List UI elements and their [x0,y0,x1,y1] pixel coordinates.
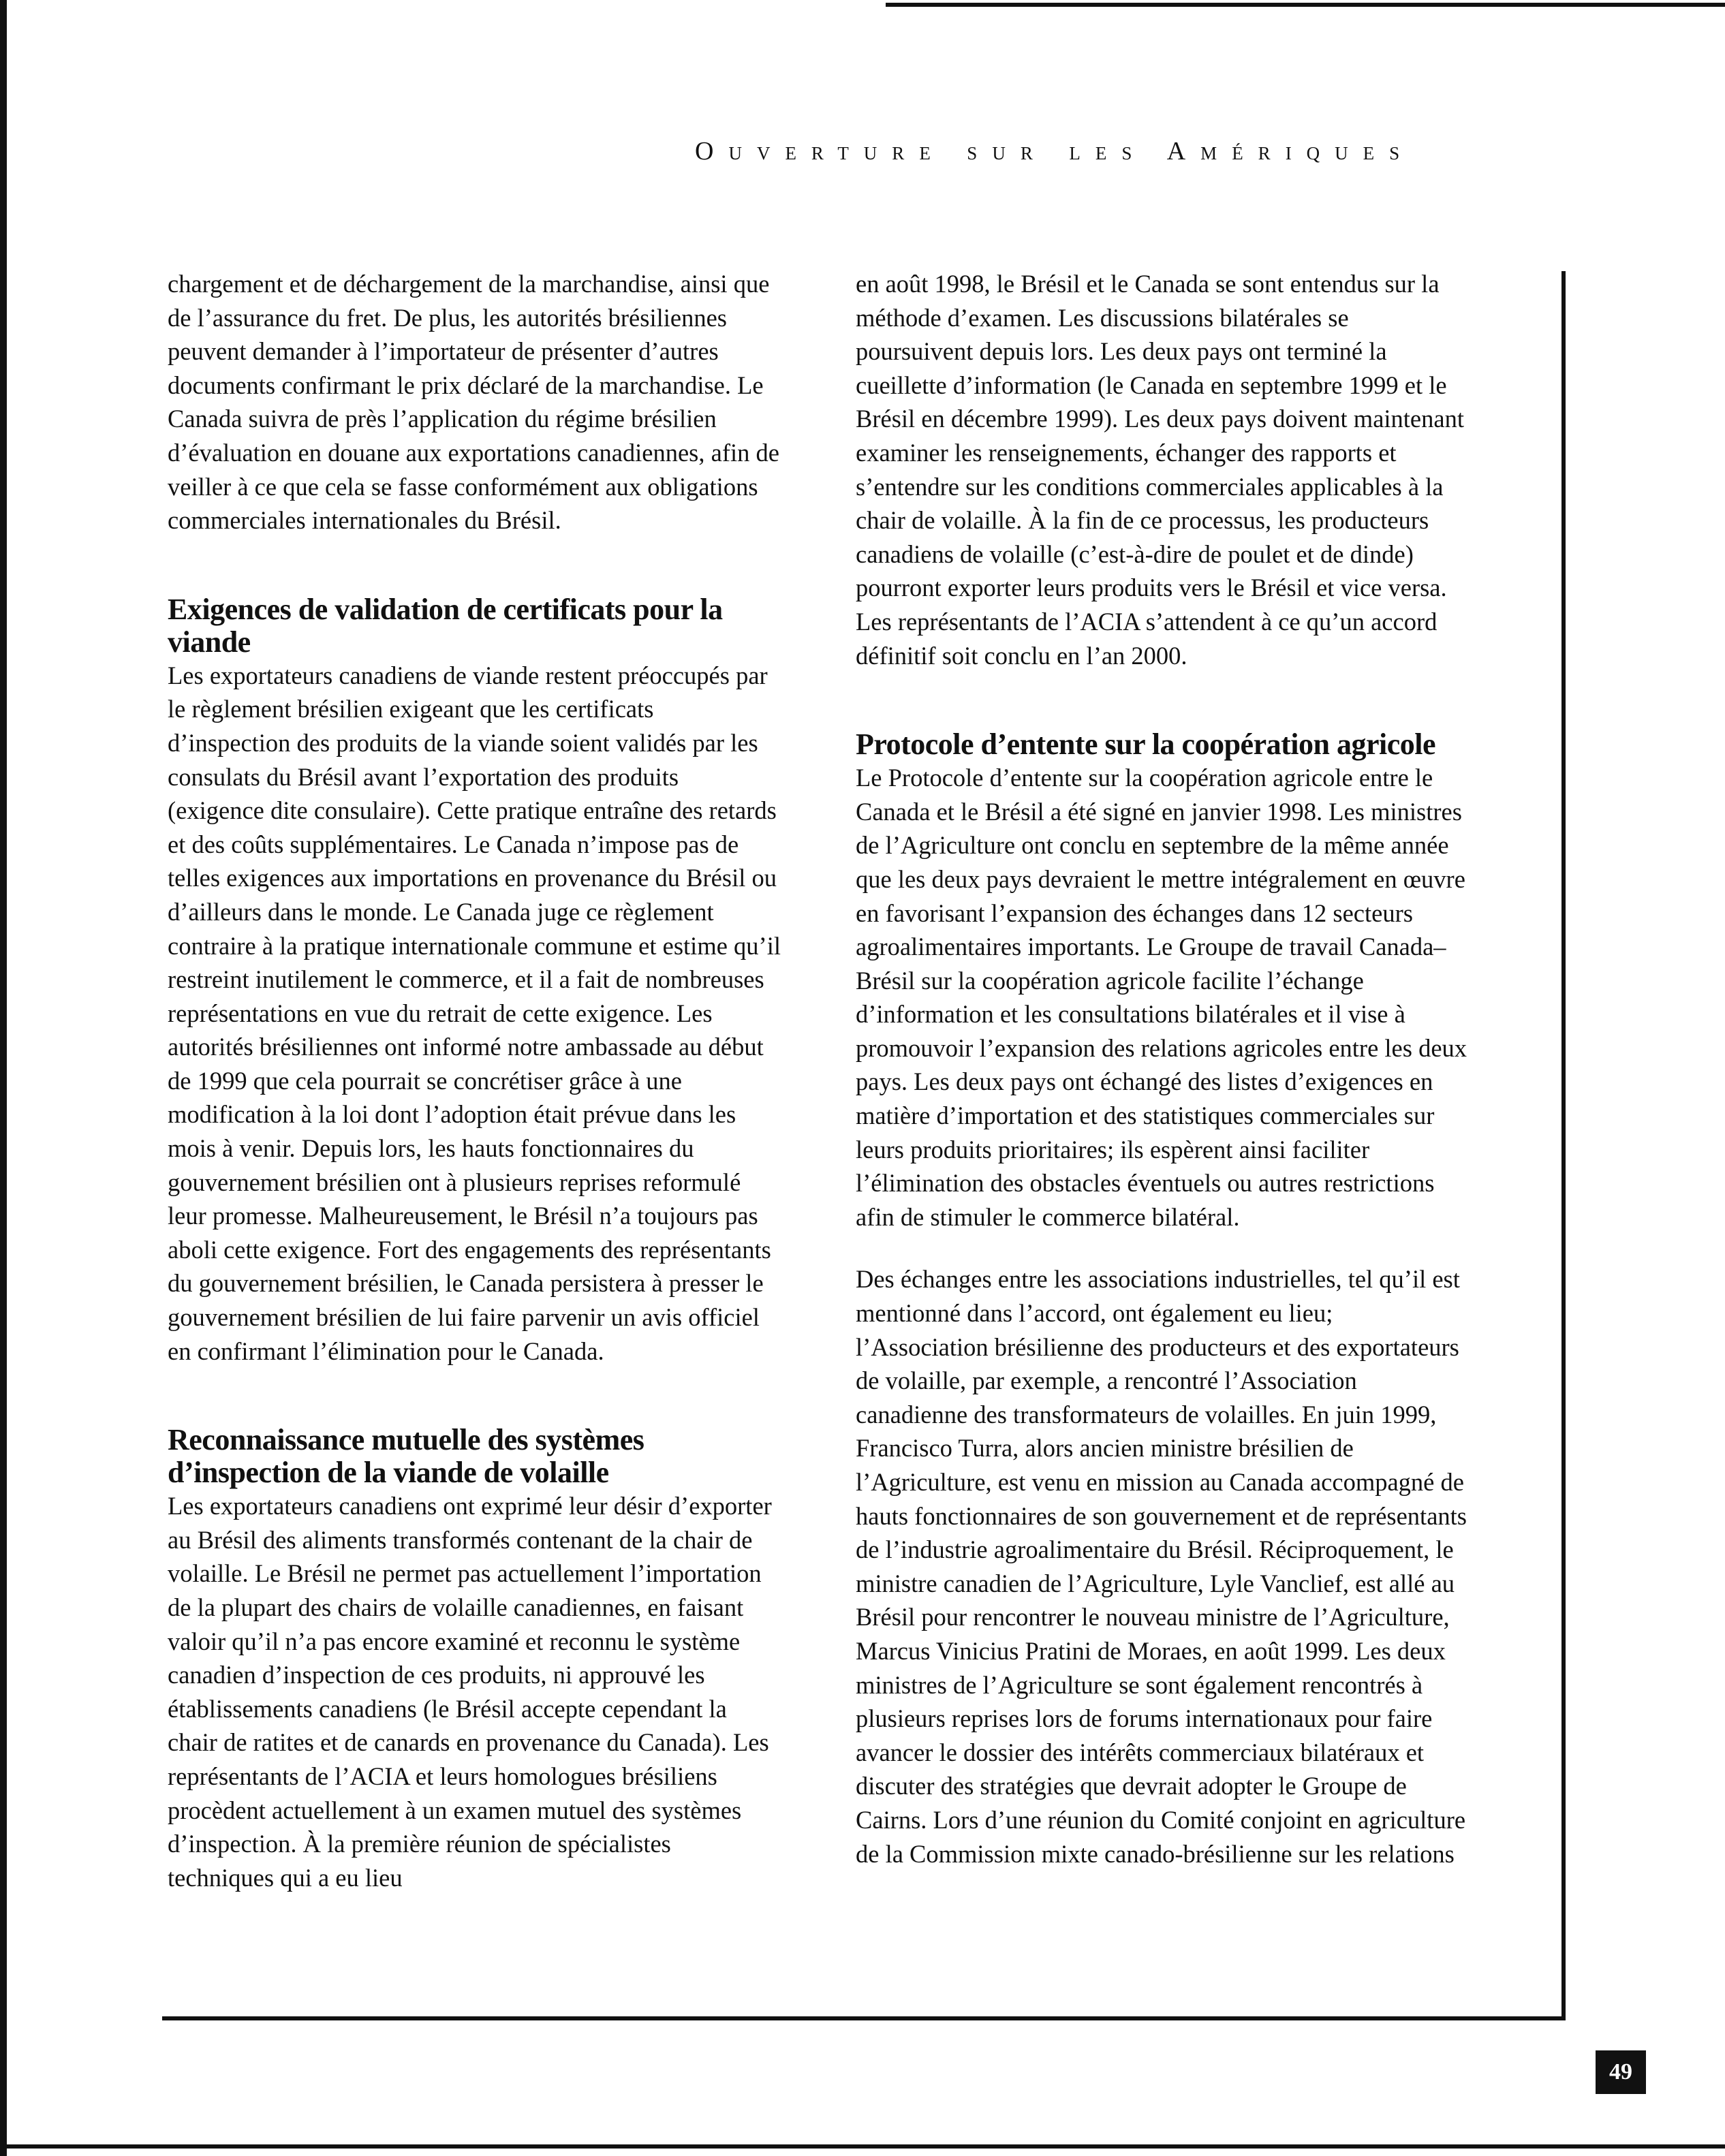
page-number: 49 [1596,2050,1646,2094]
paragraph: Des échanges entre les associations industrielles, tel qu’il est mentionné dans l’accord, ont également eu lieu; l’Association brésilienne des producteurs et des exportateurs de volaille, par exemple, a rencontré l’Association canadienne des transformateurs de volailles. En juin 1999, Francisco Turra, alors ancien ministre brésilien de l’Agriculture, est venu en mission au Canada accompagné de hauts fonctionnaires de son gouvernement et de représentants de l’industrie agroalimentaire du Brésil. Réciproquement, le ministre canadien de l’Agriculture, Lyle Vanclief, est allé au Brésil pour rencontrer le nouveau ministre de l’Agriculture, Marcus Vinicius Pratini de Moraes, en août 1999. Les deux ministres de l’Agriculture se sont également rencontrés à plusieurs reprises lors de forums internationaux pour faire avancer le dossier des intérêts commerciaux bilatéraux et discuter des stratégies que devrait adopter le Groupe de Cairns. Lors d’une réunion du Comité conjoint en agriculture de la Commission mixte canado-brésilienne sur les relations [856,1265,1467,1868]
running-head: Ouverture sur les Amériques [695,137,1415,166]
section-heading: Exigences de validation de certificats pour la viande [168,592,723,659]
left-column [168,267,781,1894]
margin-rule [1561,271,1566,2020]
paragraph: en août 1998, le Brésil et le Canada se sont entendus sur la méthode d’examen. Les discussions bilatérales se poursuivent depuis lors. Les deux pays ont terminé la cueillette d’information (le Canada en septembre 1999 et le Brésil en décembre 1999). Les deux pays doivent maintenant examiner les renseignements, échanger des rapports et s’entendre sur les conditions commerciales applicables à la chair de volaille. À la fin de ce processus, les producteurs canadiens de volaille (c’est-à-dire de poulet et de dinde) pourront exporter leurs produits vers le Brésil et vice versa. Les représentants de l’ACIA s’attendent à ce qu’un accord définitif soit conclu en l’an 2000. [856,270,1464,670]
paragraph: Les exportateurs canadiens ont exprimé leur désir d’exporter au Brésil des aliments transformés contenant de la chair de volaille. Le Brésil ne permet pas actuellement l’importation de la plupart des chairs de volaille canadiennes, en faisant valoir qu’il n’a pas encore examiné et reconnu le système canadien d’inspection de ces produits, ni approuvé les établissements canadiens (le Brésil accepte cependant la chair de ratites et de canards en provenance du Canada). Les représentants de l’ACIA et leurs homologues brésiliens procèdent actuellement à un examen mutuel des systèmes d’inspection. À la première réunion de spécialistes techniques qui a eu lieu [168,1492,772,1892]
section-heading: Protocole d’entente sur la coopération agricole [856,728,1435,762]
section-heading: Reconnaissance mutuelle des systèmes d’inspection de la viande de volaille [168,1423,644,1490]
footer-rule [162,2016,1566,2020]
right-column [856,267,1469,1871]
scan-left-edge [0,0,7,2156]
header-rule [886,3,1725,7]
paragraph: chargement et de déchargement de la marchandise, ainsi que de l’assurance du fret. De plus, les autorités brésiliennes peuvent demander à l’importateur de présenter d’autres documents confirmant le prix déclaré de la marchandise. Le Canada suivra de près l’application du régime brésilien d’évaluation en douane aux exportations canadiennes, afin de veiller à ce que cela se fasse conformément aux obligations commerciales internationales du Brésil. [168,270,779,535]
paragraph: Les exportateurs canadiens de viande restent préoccupés par le règlement brésilien exigeant que les certificats d’inspection des produits de la viande soient validés par les consulats du Brésil avant l’exportation des produits (exigence dite consulaire). Cette pratique entraîne des retards et des coûts supplémentaires. Le Canada n’impose pas de telles exigences aux importations en provenance du Brésil ou d’ailleurs dans le monde. Le Canada juge ce règlement contraire à la pratique internationale commune et estime qu’il restreint inutilement le commerce, et il a fait de nombreuses représentations en vue du retrait de cette exigence. Les autorités brésiliennes ont informé notre ambassade au début de 1999 que cela pourrait se concrétiser grâce à une modification à la loi dont l’adoption était prévue dans les mois à venir. Depuis lors, les hauts fonctionnaires du gouvernement brésilien ont à plusieurs reprises reformulé leur promesse. Malheureusement, le Brésil n’a toujours pas aboli cette exigence. Fort des engagements des représentants du gouvernement brésilien, le Canada persistera à presser le gouvernement brésilien de lui faire parvenir un avis officiel en confirmant l’élimination pour le Canada. [168,661,781,1365]
scan-bottom-edge [0,2144,1725,2149]
paragraph: Le Protocole d’entente sur la coopération agricole entre le Canada et le Brésil a été signé en janvier 1998. Les ministres de l’Agriculture ont conclu en septembre de la même année que les deux pays devraient le mettre intégralement en œuvre en favorisant l’expansion des échanges dans 12 secteurs agroalimentaires importants. Le Groupe de travail Canada–Brésil sur la coopération agricole facilite l’échange d’information et les consultations bilatérales et il vise à promouvoir l’expansion des relations agricoles entre les deux pays. Les deux pays ont échangé des listes d’exigences en matière d’importation et des statistiques commerciales sur leurs produits prioritaires; ils espèrent ainsi faciliter l’élimination des obstacles éventuels ou autres restrictions afin de stimuler le commerce bilatéral. [856,764,1467,1231]
